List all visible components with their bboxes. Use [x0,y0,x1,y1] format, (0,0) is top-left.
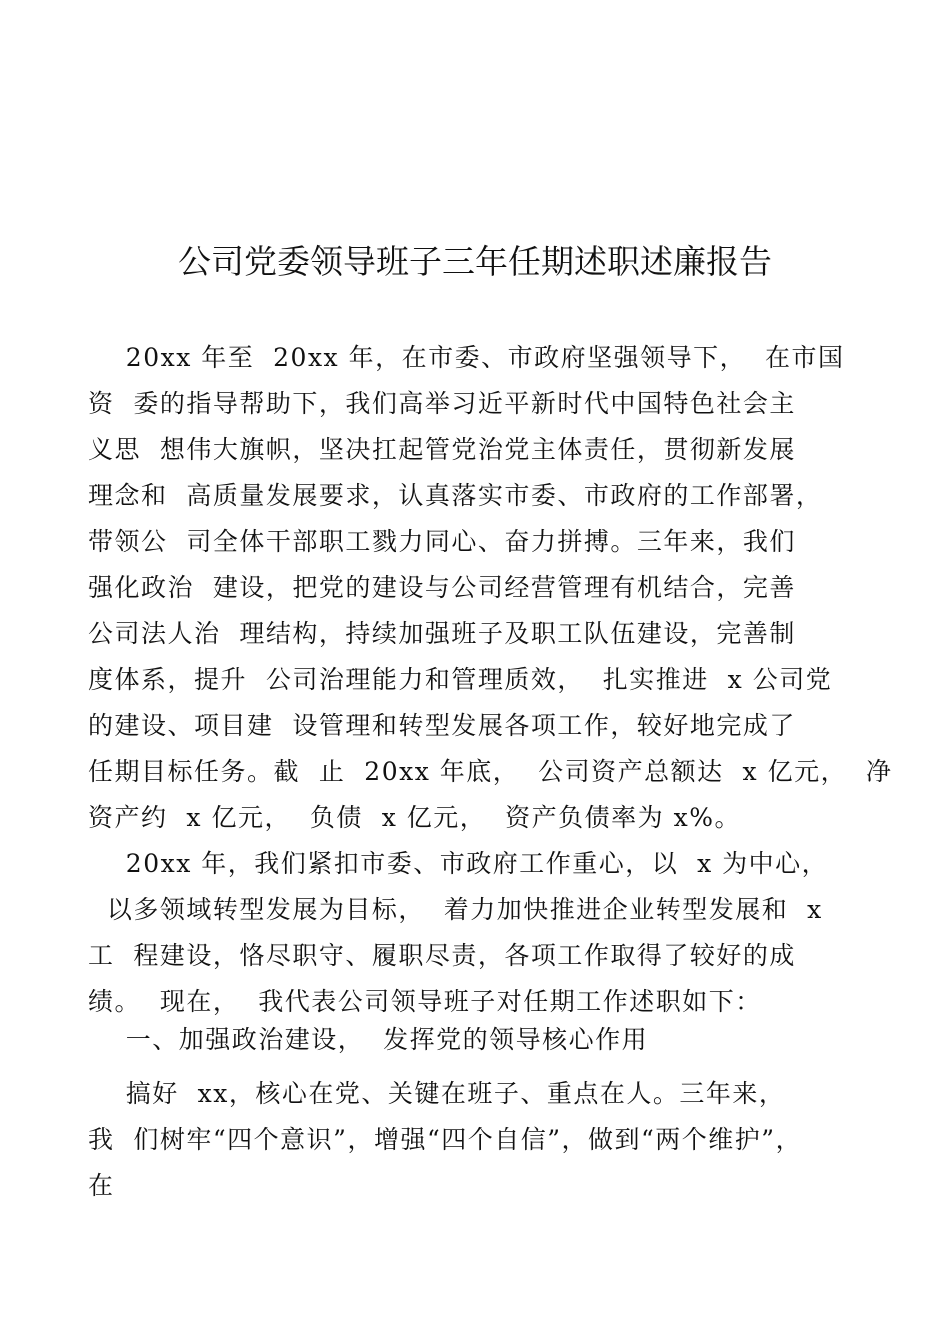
body-line: 资 委的指导帮助下，我们高举习近平新时代中国特色社会主 [88,389,796,418]
body-line: 我 们树牢“四个意识”，增强“四个自信”，做到“两个维护”， [88,1125,803,1154]
body-line: 20xx 年至 20xx 年，在市委、市政府坚强领导下， 在市国 [88,343,845,372]
body-line: 在 [88,1171,115,1200]
body-line: 绩。 现在， 我代表公司领导班子对任期工作述职如下： [88,987,762,1016]
body-line: 20xx 年，我们紧扣市委、市政府工作重心，以 x 为中心， [88,849,829,878]
body-line: 工 程建设，恪尽职守、履职尽责，各项工作取得了较好的成 [88,941,796,970]
body-line: 带领公 司全体干部职工戮力同心、奋力拼搏。三年来，我们 [88,527,796,556]
body-line: 的建设、项目建 设管理和转型发展各项工作，较好地完成了 [88,711,796,740]
body-line: 强化政治 建设，把党的建设与公司经营管理有机结合，完善 [88,573,796,602]
section-heading: 一、加强政治建设， 发挥党的领导核心作用 [88,1025,649,1054]
body-line: 任期目标任务。截 止 20xx 年底， 公司资产总额达 x 亿元， 净 [88,757,893,786]
body-line: 资产约 x 亿元， 负债 x 亿元， 资产负债率为 x%。 [88,803,741,832]
body-line: 搞好 xx，核心在党、关键在班子、重点在人。三年来， [88,1079,786,1108]
body-line: 公司法人治 理结构，持续加强班子及职工队伍建设，完善制 [88,619,796,648]
body-line: 度体系，提升 公司治理能力和管理质效， 扎实推进 x 公司党 [88,665,833,694]
document-title: 公司党委领导班子三年任期述职述廉报告 [178,242,772,281]
body-line: 以多领域转型发展为目标， 着力加快推进企业转型发展和 x [88,895,823,924]
body-line: 义思 想伟大旗帜，坚决扛起管党治党主体责任，贯彻新发展 [88,435,796,464]
body-line: 理念和 高质量发展要求，认真落实市委、市政府的工作部署， [88,481,823,510]
